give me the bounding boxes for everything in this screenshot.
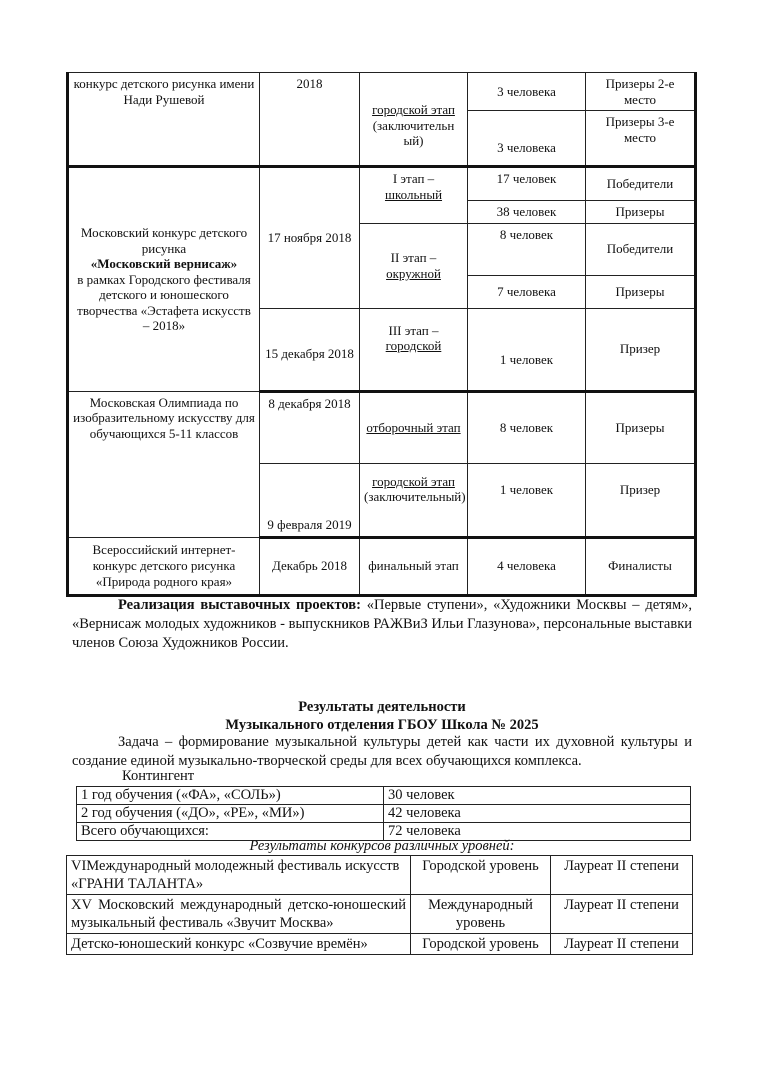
stage-text: III этап –: [388, 322, 439, 338]
participant-count: 4 человека: [468, 537, 586, 595]
table-row: [67, 934, 693, 955]
contingent-label: Контингент: [122, 768, 195, 784]
competition-name: Московская Олимпиада по изобразительному искусству для обучающихся 5-11 классов: [68, 391, 260, 537]
competition-date: 9 февраля 2019: [260, 463, 360, 537]
competition-stage: [360, 308, 468, 391]
competition-date: 17 ноября 2018: [260, 167, 360, 309]
competitions-table: [66, 72, 697, 597]
result-cell: Призер: [586, 308, 696, 391]
stage-underlined: городской этап: [372, 473, 455, 489]
participant-count: 8 человек: [468, 223, 586, 275]
stage-underlined: городской этап: [372, 102, 455, 118]
table-row: [77, 805, 691, 823]
stage-underlined: школьный: [384, 186, 443, 202]
competition-name: [68, 167, 260, 392]
result-cell: Призеры: [586, 391, 696, 463]
stage-text: II этап –: [390, 250, 437, 266]
stage-text: I этап –: [392, 171, 435, 187]
section-title: Результаты деятельности: [298, 699, 466, 715]
result-cell: Победители: [586, 223, 696, 275]
table-row: [67, 856, 693, 895]
event-cell: Детско-юношеский конкурс «Созвучие времён»: [67, 934, 411, 955]
result-cell: Призеры 2-е место: [586, 73, 696, 111]
contingent-table: [76, 786, 691, 841]
participant-count: 8 человек: [468, 391, 586, 463]
contingent-value-cell: 42 человека: [384, 805, 691, 823]
event-cell: XV Московский международный детско-юношеский музыкальный фестиваль «Звучит Москва»: [67, 895, 411, 934]
table-row: [68, 73, 696, 111]
stage-rest: (заключительн ый): [372, 117, 455, 149]
results-table: [66, 855, 693, 955]
competition-name: конкурс детского рисунка имени Нади Рушевой: [68, 73, 260, 167]
competition-stage: [360, 167, 468, 224]
level-cell: Международный уровень: [411, 895, 551, 934]
competition-stage: [360, 463, 468, 537]
level-cell: Городской уровень: [411, 934, 551, 955]
task-paragraph: Задача – формирование музыкальной культуры детей как части их духовной культуры и создание единой музыкально-творческой среды для всех обучающихся комплекса.: [72, 734, 692, 769]
participant-count: 38 человек: [468, 201, 586, 224]
result-cell: Призеры: [586, 275, 696, 308]
award-cell: Лауреат II степени: [551, 934, 693, 955]
results-caption: Результаты конкурсов различных уровней:: [249, 838, 515, 854]
competition-date: 2018: [260, 73, 360, 167]
competition-name-part: в рамках Городского фестиваля детского и юношеского творчества «Эстафета искусств – 2018»: [77, 271, 251, 334]
contingent-value-cell: 72 человека: [384, 823, 691, 841]
competition-name: Всероссийский интернет-конкурс детского рисунка «Природа родного края»: [68, 537, 260, 595]
table-row: [68, 391, 696, 463]
competition-name-part: Московский конкурс детского рисунка: [80, 224, 248, 256]
competition-stage: [360, 391, 468, 463]
participant-count: 3 человека: [468, 73, 586, 111]
participant-count: 7 человека: [468, 275, 586, 308]
exhibitions-text: «Первые ступени», «Художники Москвы – детям», «Вернисаж молодых художников - выпускников РАЖВиЗ Ильи Глазунова», персональные выставки членов Союза Художников России.: [72, 597, 693, 651]
participant-count: 3 человека: [468, 111, 586, 167]
stage-rest: (заключительный): [364, 489, 466, 505]
result-cell: Призеры 3-е место: [586, 111, 696, 167]
stage-underlined: отборочный этап: [366, 419, 461, 435]
table-row: [68, 537, 696, 595]
table-row: [77, 787, 691, 805]
result-cell: Призеры: [586, 201, 696, 224]
contingent-label-cell: 1 год обучения («ФА», «СОЛЬ»): [77, 787, 384, 805]
table-row: [68, 167, 696, 201]
event-cell: VIМеждународный молодежный фестиваль искусств «ГРАНИ ТАЛАНТА»: [67, 856, 411, 895]
exhibitions-paragraph: [72, 596, 692, 653]
exhibitions-lead: Реализация выставочных проектов:: [118, 597, 361, 613]
competition-stage: [360, 73, 468, 167]
contingent-label-cell: Всего обучающихся:: [77, 823, 384, 841]
participant-count: 17 человек: [468, 167, 586, 201]
award-cell: Лауреат II степени: [551, 856, 693, 895]
competition-stage: [360, 223, 468, 308]
competition-date: 15 декабря 2018: [260, 308, 360, 391]
result-cell: Победители: [586, 167, 696, 201]
contingent-value-cell: 30 человек: [384, 787, 691, 805]
competition-date: Декабрь 2018: [260, 537, 360, 595]
participant-count: 1 человек: [468, 308, 586, 391]
participant-count: 1 человек: [468, 463, 586, 537]
table-row: [67, 895, 693, 934]
award-cell: Лауреат II степени: [551, 895, 693, 934]
stage-underlined: городской: [385, 338, 442, 354]
level-cell: Городской уровень: [411, 856, 551, 895]
result-cell: Призер: [586, 463, 696, 537]
section-subtitle: Музыкального отделения ГБОУ Школа № 2025: [225, 717, 539, 733]
competition-name-bold: «Московский вернисаж»: [90, 256, 238, 272]
result-cell: Финалисты: [586, 537, 696, 595]
competition-date: 8 декабря 2018: [260, 391, 360, 463]
competition-stage: финальный этап: [360, 537, 468, 595]
contingent-label-cell: 2 год обучения («ДО», «РЕ», «МИ»): [77, 805, 384, 823]
stage-underlined: окружной: [386, 265, 441, 281]
